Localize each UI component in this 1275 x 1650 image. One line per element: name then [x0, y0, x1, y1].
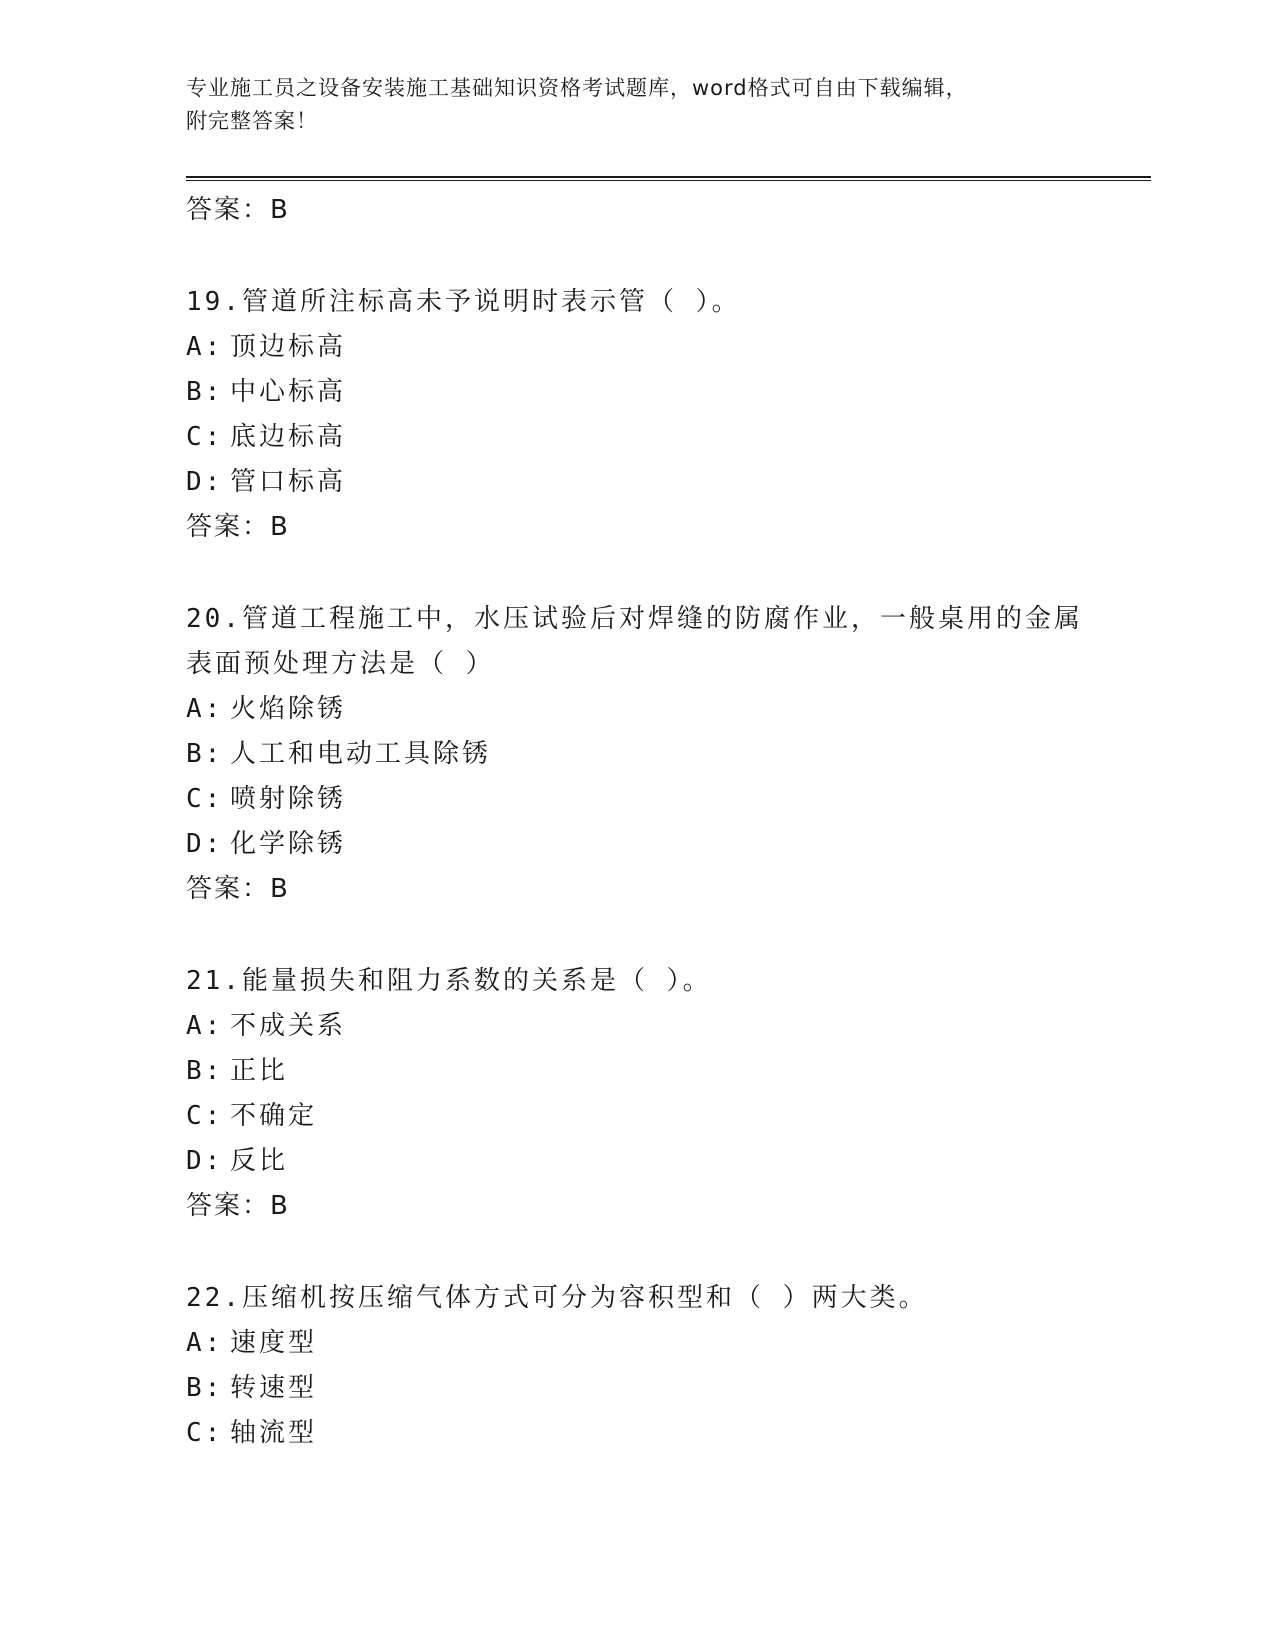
option-text: 不成关系	[230, 1011, 347, 1041]
option-a	[186, 687, 1086, 732]
option-key: D:	[186, 467, 224, 497]
answer: 答案：B	[186, 874, 290, 904]
answer: 答案：B	[186, 1191, 290, 1221]
question-text: 21.能量损失和阻力系数的关系是（ ）。	[186, 966, 712, 996]
option-c	[186, 1411, 1086, 1456]
option-text: 反比	[230, 1146, 289, 1176]
option-key: D:	[186, 1146, 224, 1176]
option-key: A:	[186, 332, 224, 362]
answer: 答案：B	[186, 512, 290, 542]
option-text: 火焰除锈	[230, 694, 347, 724]
option-d	[186, 822, 1086, 867]
question-19	[186, 280, 1086, 550]
option-text: 管口标高	[230, 467, 347, 497]
option-key: C:	[186, 1101, 224, 1131]
option-key: A:	[186, 1011, 224, 1041]
document-header	[186, 72, 1106, 138]
option-text: 顶边标高	[230, 332, 347, 362]
previous-answer: 答案：B	[186, 195, 290, 225]
option-key: C:	[186, 422, 224, 452]
option-text: 底边标高	[230, 422, 347, 452]
option-text: 转速型	[230, 1373, 318, 1403]
spacer	[186, 550, 1086, 597]
question-list	[186, 188, 1086, 1456]
spacer	[186, 912, 1086, 959]
question-text: 22.压缩机按压缩气体方式可分为容积型和（ ）两大类。	[186, 1283, 928, 1313]
option-c	[186, 777, 1086, 822]
header-line-2: 附完整答案！	[186, 109, 318, 133]
option-key: B:	[186, 739, 224, 769]
option-key: A:	[186, 694, 224, 724]
header-divider	[186, 176, 1151, 178]
option-a	[186, 1004, 1086, 1049]
option-key: B:	[186, 377, 224, 407]
question-21	[186, 959, 1086, 1229]
option-b	[186, 1049, 1086, 1094]
option-key: B:	[186, 1373, 224, 1403]
option-key: C:	[186, 1418, 224, 1448]
option-d	[186, 1139, 1086, 1184]
option-key: C:	[186, 784, 224, 814]
question-text-line-2: 表面预处理方法是（ ）	[186, 649, 495, 679]
option-text: 不确定	[230, 1101, 318, 1131]
option-key: D:	[186, 829, 224, 859]
question-text: 19.管道所注标高未予说明时表示管（ ）。	[186, 287, 741, 317]
option-a	[186, 325, 1086, 370]
question-20	[186, 597, 1086, 912]
question-text-line-1: 20.管道工程施工中，水压试验后对焊缝的防腐作业，一般桌用的金属	[186, 604, 1083, 634]
option-text: 喷射除锈	[230, 784, 347, 814]
option-b	[186, 370, 1086, 415]
option-c	[186, 415, 1086, 460]
question-22	[186, 1276, 1086, 1456]
option-text: 中心标高	[230, 377, 347, 407]
option-key: B:	[186, 1056, 224, 1086]
option-d	[186, 460, 1086, 505]
header-line-1: 专业施工员之设备安装施工基础知识资格考试题库，word格式可自由下载编辑，	[186, 76, 968, 100]
spacer	[186, 233, 1086, 280]
option-text: 正比	[230, 1056, 289, 1086]
option-text: 人工和电动工具除锈	[230, 739, 492, 769]
header-divider-thin	[186, 180, 1151, 181]
option-b	[186, 1366, 1086, 1411]
option-text: 化学除锈	[230, 829, 347, 859]
option-text: 轴流型	[230, 1418, 318, 1448]
spacer	[186, 1229, 1086, 1276]
option-a	[186, 1321, 1086, 1366]
option-key: A:	[186, 1328, 224, 1358]
option-c	[186, 1094, 1086, 1139]
option-b	[186, 732, 1086, 777]
option-text: 速度型	[230, 1328, 318, 1358]
